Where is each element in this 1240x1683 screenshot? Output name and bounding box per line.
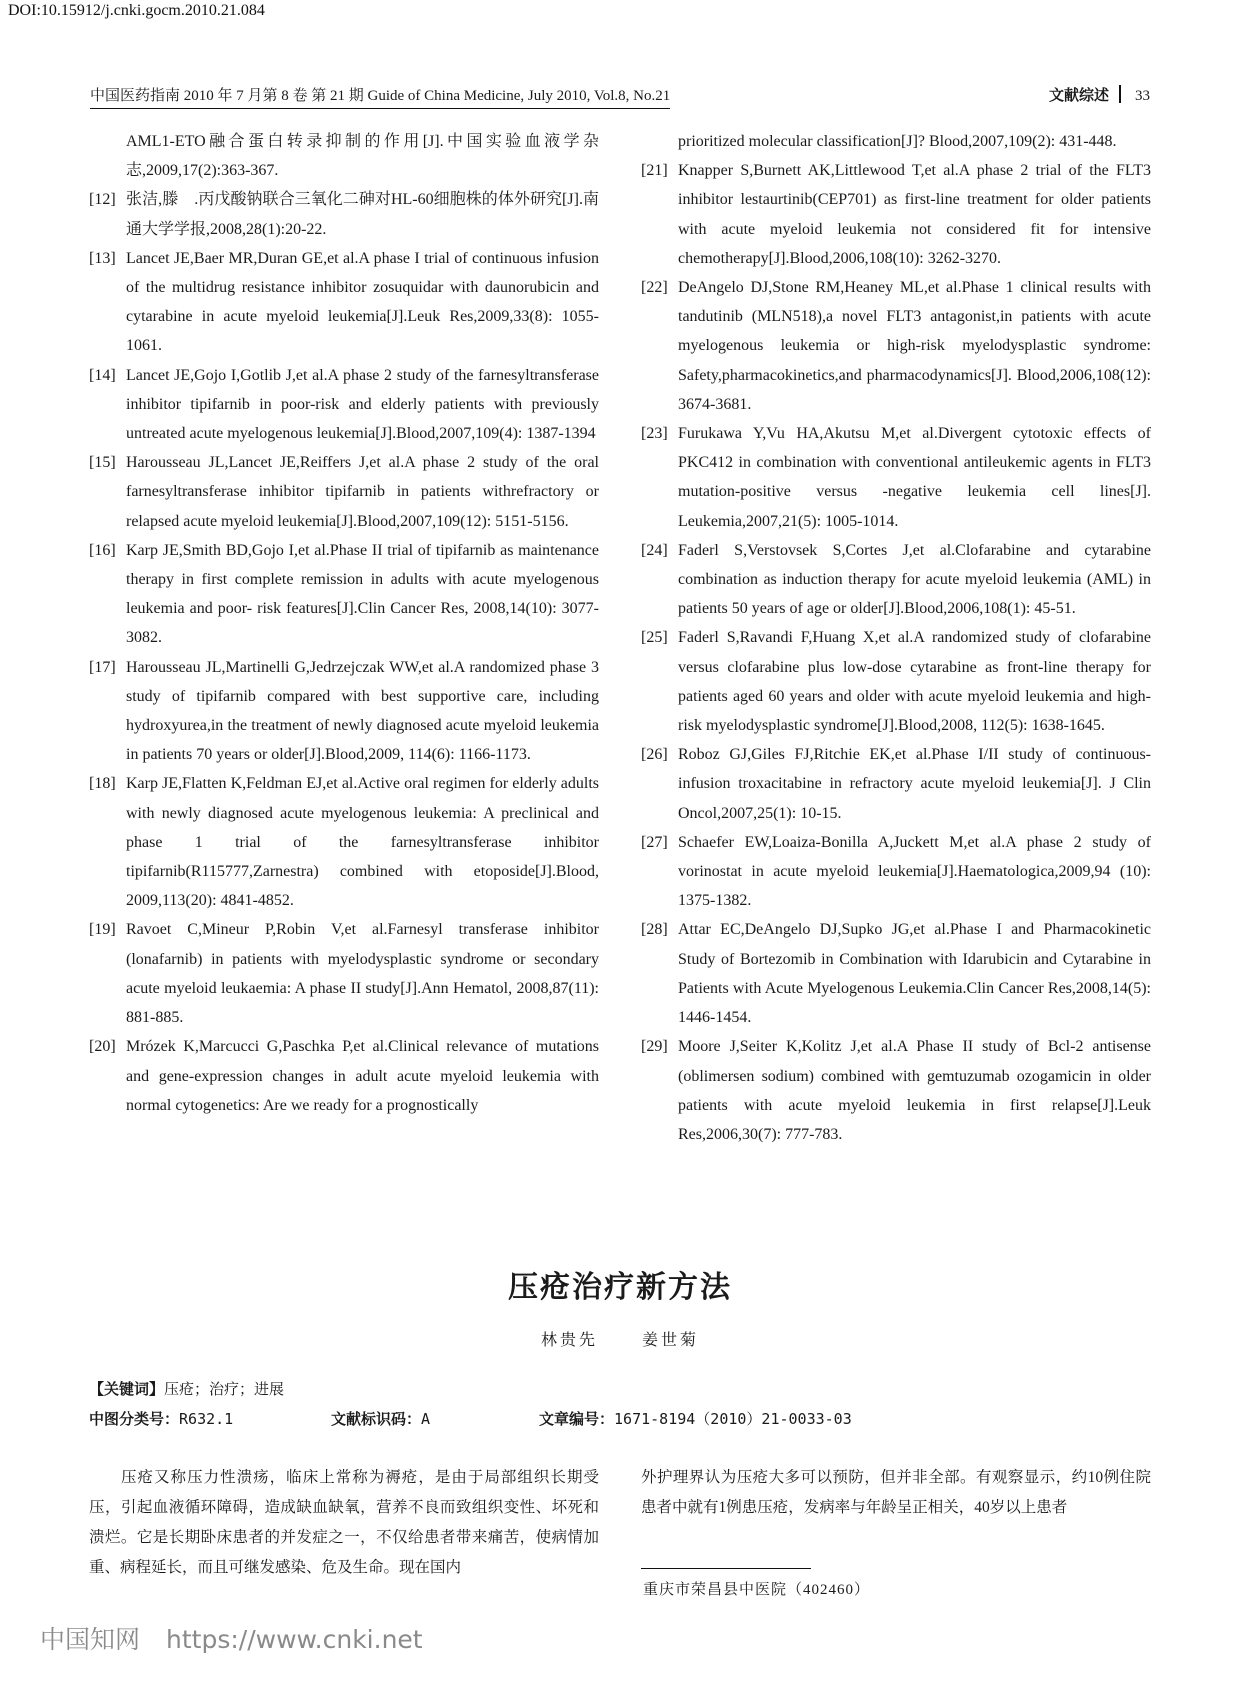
reference-item (641, 156, 1151, 273)
reference-item (89, 915, 599, 1032)
author-name: 姜世菊 (642, 1332, 700, 1349)
keywords-label: 【关键词】 (89, 1380, 165, 1398)
reference-text: Furukawa Y,Vu HA,Akutsu M,et al.Divergent cytotoxic effects of PKC412 in combination with conventional antileukemic agents in FLT3 mutation-positive versus -negative leukemia cell lines[J]. Leukemia,2007,21(5): 1005-1014. (678, 425, 1151, 530)
footnote-divider (641, 1568, 811, 1569)
reference-item (641, 623, 1151, 740)
reference-text: Karp JE,Smith BD,Gojo I,et al.Phase II trial of tipifarnib as maintenance therapy in first complete remission in adults with acute myelogenous leukemia and poor- risk features[J].Clin Cancer Res, 2008,14(10): 3077-3082. (126, 541, 599, 647)
references-left-column (89, 127, 599, 1120)
watermark-url: https://www.cnki.net (166, 1625, 423, 1654)
reference-item (89, 448, 599, 536)
reference-number: [21] (641, 162, 668, 180)
body-text-right: 外护理界认为压疮大多可以预防，但并非全部。有观察显示，约10例住院患者中就有1例患压疮，发病率与年龄呈正相关，40岁以上患者 (641, 1469, 1151, 1516)
reference-text: 张洁,滕 .丙戊酸钠联合三氧化二砷对HL-60细胞株的体外研究[J].南通大学学报,2008,28(1):20-22. (126, 191, 599, 238)
reference-number: [16] (89, 541, 116, 559)
author-affiliation: 重庆市荣昌县中医院（402460） (643, 1582, 871, 1598)
reference-item (641, 419, 1151, 536)
reference-text: Faderl S,Ravandi F,Huang X,et al.A randomized study of clofarabine versus clofarabine plus low-dose cytarabine as front-line therapy for patients aged 60 years and older with acute myeloid leukemia and high-risk myelodysplastic syndrome[J].Blood,2008, 112(5): 1638-1645. (678, 629, 1151, 735)
reference-number: [29] (641, 1038, 668, 1056)
reference-text: Karp JE,Flatten K,Feldman EJ,et al.Active oral regimen for elderly adults with newly diagnosed acute myelogenous leukemia: A preclinical and phase 1 trial of the farnesyltransferase inhibitor tipifarnib(R115777,Zarnestra) combined with etoposide[J].Blood, 2009,113(20): 4841-4852. (126, 775, 599, 910)
reference-text: prioritized molecular classification[J]? Blood,2007,109(2): 431-448. (678, 133, 1117, 150)
reference-item (89, 361, 599, 449)
section-name: 文献综述 (1048, 86, 1109, 104)
reference-text: Lancet JE,Gojo I,Gotlib J,et al.A phase 2 study of the farnesyltransferase inhibitor tipifarnib in poor-risk and elderly patients with previously untreated acute myelogenous leukemia[J].Blood,2007,109(4): 1387-1394 (126, 366, 599, 443)
reference-item (641, 536, 1151, 624)
reference-number: [15] (89, 454, 116, 472)
reference-text: Harousseau JL,Martinelli G,Jedrzejczak WW,et al.A randomized phase 3 study of tipifarnib compared with best supportive care, including hydroxyurea,in the treatment of newly diagnosed acute myeloid leukemia in patients 70 years or older[J].Blood,2009, 114(6): 1166-1173. (126, 658, 599, 764)
reference-number: [12] (89, 191, 116, 209)
references-right-column (641, 127, 1151, 1149)
reference-number: [27] (641, 833, 668, 851)
article-number: 文章编号：1671-8194（2010）21-0033-03 (539, 1410, 852, 1428)
reference-item (641, 1032, 1151, 1149)
reference-item (641, 915, 1151, 1032)
reference-number: [28] (641, 921, 668, 939)
reference-item (641, 127, 1151, 156)
reference-number: [19] (89, 921, 116, 939)
reference-number: [25] (641, 629, 668, 647)
reference-text: Lancet JE,Baer MR,Duran GE,et al.A phase I trial of continuous infusion of the multidrug resistance inhibitor zosuquidar with daunorubicin and cytarabine in acute myeloid leukemia[J].Leuk Res,2009,33(8): 1055-1061. (126, 249, 599, 355)
keywords: 压疮；治疗；进展 (164, 1382, 285, 1398)
reference-number: [23] (641, 425, 668, 443)
reference-text: Moore J,Seiter K,Kolitz J,et al.A Phase II study of Bcl-2 antisense (oblimersen sodium) combined with gemtuzumab ozogamicin in older patients with acute myeloid leukemia in first relapse[J].Leuk Res,2006,30(7): 777-783. (678, 1038, 1151, 1143)
doc-code: 文献标识码：A (331, 1410, 431, 1428)
reference-item (641, 740, 1151, 828)
reference-text: Schaefer EW,Loaiza-Bonilla A,Juckett M,et al.A phase 2 study of vorinostat in acute myeloid leukemia[J].Haematologica,2009,94 (10): 1375-1382. (678, 833, 1151, 910)
reference-item (89, 536, 599, 653)
reference-text: Knapper S,Burnett AK,Littlewood T,et al.A phase 2 trial of the FLT3 inhibitor lestaurtinib(CEP701) as first-line treatment for older patients with acute myeloid leukemia not considered fit for intensive chemotherapy[J].Blood,2006,108(10): 3262-3270. (678, 162, 1151, 267)
keywords-line (89, 1378, 284, 1399)
reference-item (89, 127, 599, 185)
reference-item (89, 653, 599, 770)
reference-item (89, 769, 599, 915)
reference-text: Harousseau JL,Lancet JE,Reiffers J,et al.A phase 2 study of the oral farnesyltransferase inhibitor tipifarnib in patients withrefractory or relapsed acute myeloid leukemia[J].Blood,2007,109(12): 5151-5156. (126, 454, 599, 530)
page-number: 33 (1135, 88, 1150, 104)
reference-number: [18] (89, 775, 116, 793)
reference-number: [22] (641, 279, 668, 297)
doi-line: DOI:10.15912/j.cnki.gocm.2010.21.084 (8, 2, 265, 19)
header-divider (1119, 85, 1121, 103)
reference-number: [26] (641, 746, 668, 764)
article-title: 压疮治疗新方法 (508, 1270, 732, 1305)
author-name: 林贵先 (540, 1332, 598, 1349)
running-header (90, 84, 1150, 110)
reference-number: [24] (641, 541, 668, 559)
journal-info: 中国医药指南 2010 年 7 月第 8 卷 第 21 期 Guide of China Medicine, July 2010, Vol.8, No.21 (90, 84, 670, 109)
header-right (1049, 84, 1150, 105)
watermark-logo-text: 中国知网 (40, 1625, 141, 1654)
cnki-watermark (40, 1620, 423, 1656)
reference-text: AML1-ETO融合蛋白转录抑制的作用[J].中国实验血液学杂志,2009,17(2):363-367. (126, 133, 599, 180)
reference-item (641, 828, 1151, 916)
reference-text: Attar EC,DeAngelo DJ,Supko JG,et al.Phase I and Pharmacokinetic Study of Bortezomib in Combination with Idarubicin and Cytarabine in Patients with Acute Myelogenous Leukemia.Clin Cancer Res,2008,14(5): 1446-1454. (678, 921, 1151, 1027)
reference-text: Ravoet C,Mineur P,Robin V,et al.Farnesyl transferase inhibitor (lonafarnib) in patients with myelodysplastic syndrome or secondary acute myeloid leukaemia: A phase II study[J].Ann Hematol, 2008,87(11): 881-885. (126, 921, 599, 1027)
reference-item (641, 273, 1151, 419)
reference-number: [14] (89, 366, 116, 384)
class-number: 中图分类号：R632.1 (89, 1410, 234, 1428)
reference-number: [20] (89, 1038, 116, 1056)
article-authors (0, 1327, 1240, 1350)
reference-number: [13] (89, 249, 116, 267)
reference-text: DeAngelo DJ,Stone RM,Heaney ML,et al.Phase 1 clinical results with tandutinib (MLN518),a novel FLT3 antagonist,in patients with acute myelogenous leukemia or high-risk myelodysplastic syndrome: Safety,pharmacokinetics,and pharmacodynamics[J]. Blood,2006,108(12): 3674-3681. (678, 279, 1151, 413)
reference-text: Mrózek K,Marcucci G,Paschka P,et al.Clinical relevance of mutations and gene-expression changes in adult acute myeloid leukemia with normal cytogenetics: Are we ready for a prognostically (126, 1038, 599, 1114)
reference-item (89, 244, 599, 361)
reference-text: Faderl S,Verstovsek S,Cortes J,et al.Clofarabine and cytarabine combination as induction therapy for acute myeloid leukemia (AML) in patients 50 years of age or older[J].Blood,2006,108(1): 45-51. (678, 541, 1151, 618)
body-text-left: 压疮又称压力性溃疡，临床上常称为褥疮，是由于局部组织长期受压，引起血液循环障碍，造成缺血缺氧，营养不良而致组织变性、坏死和溃烂。它是长期卧床患者的并发症之一，不仅给患者带来痛苦，使病情加重、病程延长，而且可继发感染、危及生命。现在国内 (89, 1469, 599, 1576)
reference-item (89, 1032, 599, 1120)
reference-text: Roboz GJ,Giles FJ,Ritchie EK,et al.Phase I/II study of continuous-infusion troxacitabine in refractory acute myeloid leukemia[J]. J Clin Oncol,2007,25(1): 10-15. (678, 746, 1151, 822)
reference-item (89, 185, 599, 243)
reference-number: [17] (89, 658, 116, 676)
